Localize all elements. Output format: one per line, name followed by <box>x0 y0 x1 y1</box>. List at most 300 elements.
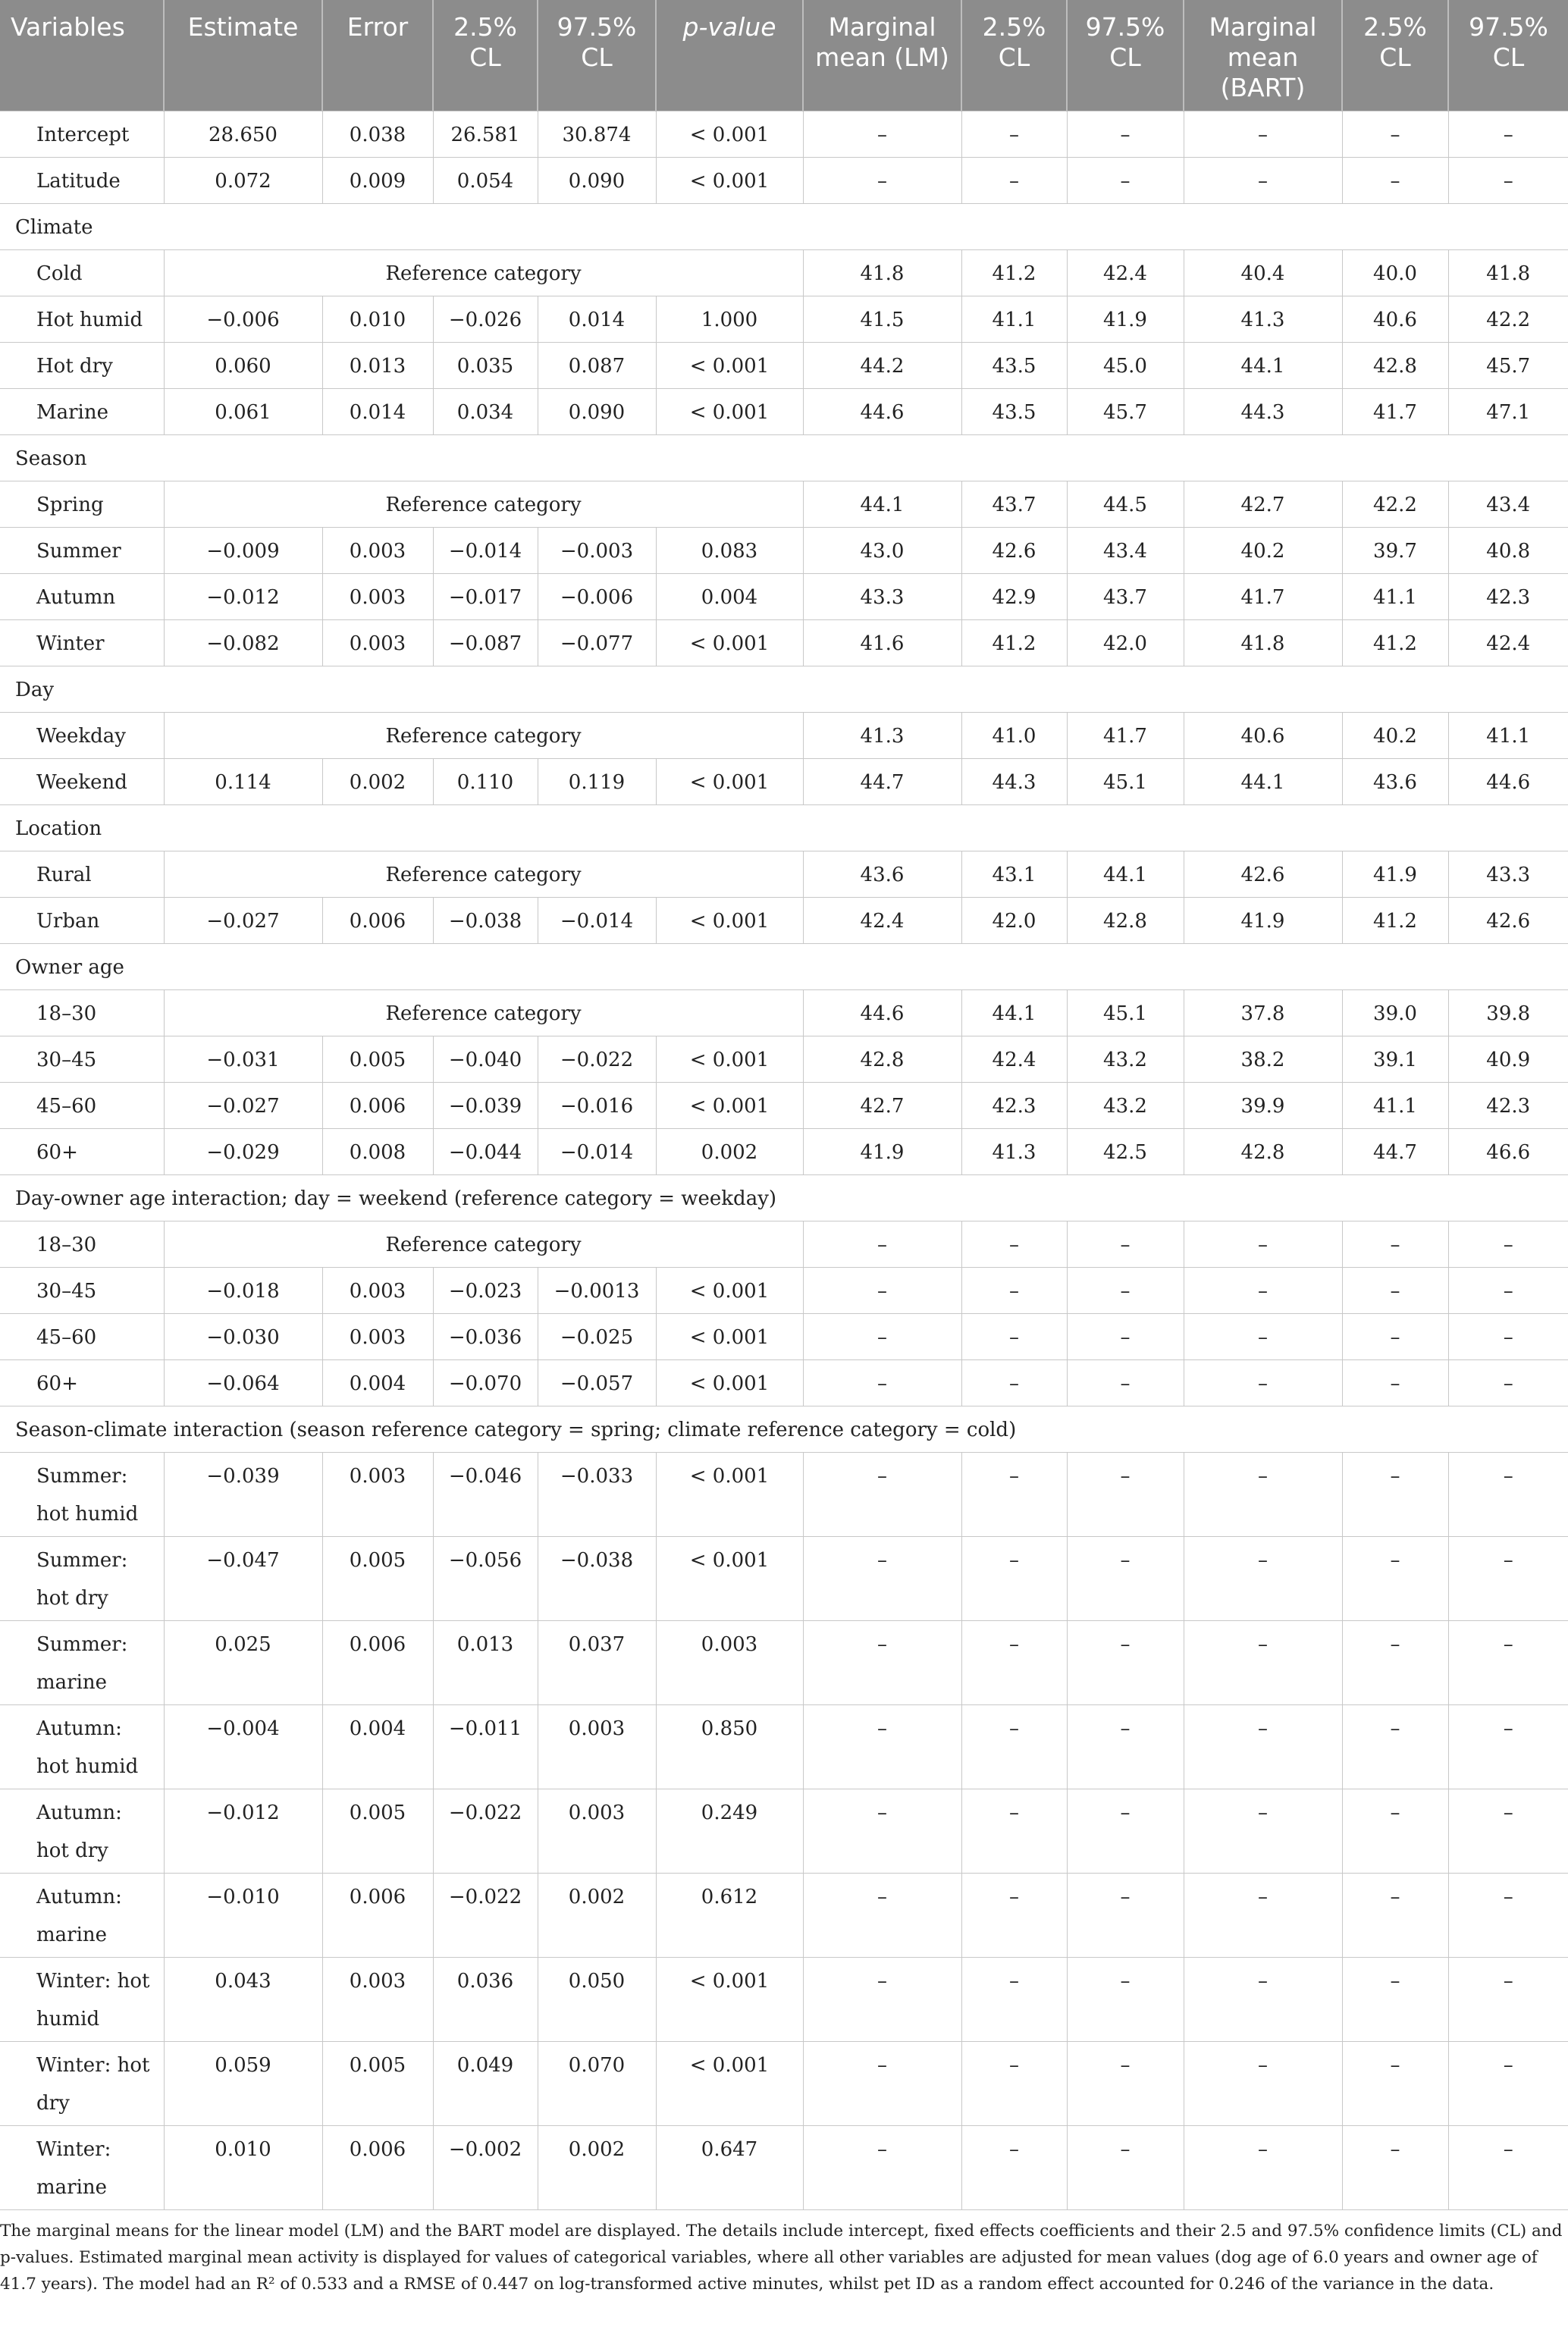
table-cell: – <box>1067 111 1184 158</box>
table-cell: < 0.001 <box>656 2042 803 2126</box>
table-cell: 0.003 <box>538 1705 656 1789</box>
table-cell: 39.0 <box>1342 990 1448 1036</box>
table-cell: 0.087 <box>538 343 656 389</box>
table-cell: 44.1 <box>961 990 1067 1036</box>
table-cell: 0.054 <box>433 158 538 204</box>
table-cell: 41.7 <box>1342 389 1448 435</box>
table-cell: 42.8 <box>1342 343 1448 389</box>
table-cell: 47.1 <box>1448 389 1568 435</box>
table-cell: −0.044 <box>433 1129 538 1175</box>
table-row <box>0 620 1568 666</box>
table-cell: −0.038 <box>433 898 538 944</box>
table-row <box>0 1083 1568 1129</box>
table-cell: 0.014 <box>322 389 433 435</box>
table-cell: < 0.001 <box>656 1083 803 1129</box>
table-row <box>0 1314 1568 1360</box>
table-cell: – <box>961 111 1067 158</box>
table-row <box>0 1268 1568 1314</box>
table-cell: 0.002 <box>538 2126 656 2210</box>
table-cell: – <box>1448 158 1568 204</box>
row-label: 60+ <box>0 1360 164 1406</box>
reference-category: Reference category <box>164 250 803 296</box>
table-cell: – <box>961 2042 1067 2126</box>
table-cell: – <box>803 1314 961 1360</box>
table-cell: 40.6 <box>1184 713 1342 759</box>
column-header: Estimate <box>164 0 322 111</box>
table-cell: −0.027 <box>164 898 322 944</box>
table-cell: – <box>961 1705 1067 1789</box>
table-cell: 44.1 <box>1184 343 1342 389</box>
table-row <box>0 759 1568 805</box>
row-label: 18–30 <box>0 1221 164 1268</box>
table-cell: −0.023 <box>433 1268 538 1314</box>
table-cell: – <box>1184 1268 1342 1314</box>
table-cell: 0.059 <box>164 2042 322 2126</box>
table-cell: – <box>1448 1621 1568 1705</box>
row-label: Hot humid <box>0 296 164 343</box>
table-cell: 41.3 <box>803 713 961 759</box>
row-label: Summer: marine <box>0 1621 164 1705</box>
table-row <box>0 111 1568 158</box>
table-cell: – <box>1342 1268 1448 1314</box>
table-cell: – <box>1184 1705 1342 1789</box>
table-cell: 41.1 <box>1448 713 1568 759</box>
table-cell: −0.087 <box>433 620 538 666</box>
table-cell: 42.8 <box>803 1036 961 1083</box>
table-cell: 0.072 <box>164 158 322 204</box>
column-header: 2.5% CL <box>433 0 538 111</box>
table-cell: 42.4 <box>1067 250 1184 296</box>
row-label: Autumn: hot humid <box>0 1705 164 1789</box>
table-cell: 41.8 <box>1184 620 1342 666</box>
table-cell: – <box>1067 1314 1184 1360</box>
table-cell: – <box>1448 1705 1568 1789</box>
table-cell: −0.036 <box>433 1314 538 1360</box>
table-row <box>0 343 1568 389</box>
table-row <box>0 713 1568 759</box>
table-cell: 40.6 <box>1342 296 1448 343</box>
table-cell: – <box>961 1453 1067 1537</box>
table-row <box>0 990 1568 1036</box>
table-cell: −0.0013 <box>538 1268 656 1314</box>
table-cell: < 0.001 <box>656 1036 803 1083</box>
table-cell: 0.003 <box>322 1958 433 2042</box>
row-label: 60+ <box>0 1129 164 1175</box>
table-cell: 43.3 <box>803 574 961 620</box>
table-cell: – <box>1184 111 1342 158</box>
row-label: Autumn: marine <box>0 1874 164 1958</box>
group-row <box>0 1406 1568 1453</box>
table-cell: 42.4 <box>961 1036 1067 1083</box>
header-row <box>0 0 1568 111</box>
table-cell: 37.8 <box>1184 990 1342 1036</box>
table-cell: – <box>1448 1221 1568 1268</box>
table-cell: 41.1 <box>961 296 1067 343</box>
table-cell: 0.006 <box>322 2126 433 2210</box>
table-cell: – <box>1342 2126 1448 2210</box>
table-cell: 44.5 <box>1067 481 1184 528</box>
table-cell: – <box>1067 1958 1184 2042</box>
table-cell: – <box>1342 1314 1448 1360</box>
table-cell: 0.006 <box>322 1874 433 1958</box>
table-cell: 42.8 <box>1184 1129 1342 1175</box>
table-cell: – <box>1067 1789 1184 1874</box>
table-cell: 41.2 <box>1342 898 1448 944</box>
table-cell: – <box>1067 1705 1184 1789</box>
table-cell: 0.006 <box>322 1621 433 1705</box>
table-cell: 0.002 <box>656 1129 803 1175</box>
table-cell: 40.4 <box>1184 250 1342 296</box>
row-label: Winter: hot dry <box>0 2042 164 2126</box>
table-cell: – <box>1067 1874 1184 1958</box>
table-row <box>0 481 1568 528</box>
table-cell: – <box>961 1268 1067 1314</box>
table-cell: 0.004 <box>656 574 803 620</box>
table-cell: 44.1 <box>803 481 961 528</box>
table-cell: −0.011 <box>433 1705 538 1789</box>
table-cell: −0.033 <box>538 1453 656 1537</box>
table-cell: 0.036 <box>433 1958 538 2042</box>
table-cell: −0.017 <box>433 574 538 620</box>
table-cell: 41.9 <box>1342 851 1448 898</box>
table-cell: – <box>1184 1789 1342 1874</box>
table-cell: – <box>1448 1360 1568 1406</box>
table-cell: 42.6 <box>961 528 1067 574</box>
table-cell: – <box>803 111 961 158</box>
group-row <box>0 1175 1568 1221</box>
table-cell: – <box>803 2126 961 2210</box>
row-label: Marine <box>0 389 164 435</box>
table-cell: 42.6 <box>1448 898 1568 944</box>
table-cell: – <box>1342 1621 1448 1705</box>
column-header: Marginal mean (LM) <box>803 0 961 111</box>
row-label: Winter <box>0 620 164 666</box>
table-cell: 43.5 <box>961 343 1067 389</box>
group-label: Season <box>0 435 1568 481</box>
table-cell: 43.0 <box>803 528 961 574</box>
table-cell: −0.022 <box>538 1036 656 1083</box>
table-cell: 40.0 <box>1342 250 1448 296</box>
table-cell: −0.012 <box>164 574 322 620</box>
table-cell: 43.5 <box>961 389 1067 435</box>
table-cell: – <box>803 1874 961 1958</box>
table-cell: – <box>1342 1221 1448 1268</box>
table-cell: 45.0 <box>1067 343 1184 389</box>
table-cell: 44.6 <box>803 990 961 1036</box>
table-cell: −0.002 <box>433 2126 538 2210</box>
table-cell: 42.9 <box>961 574 1067 620</box>
table-cell: 40.8 <box>1448 528 1568 574</box>
reference-category: Reference category <box>164 1221 803 1268</box>
table-row <box>0 898 1568 944</box>
table-cell: 45.7 <box>1448 343 1568 389</box>
table-cell: 0.005 <box>322 1036 433 1083</box>
table-cell: < 0.001 <box>656 389 803 435</box>
table-cell: 42.4 <box>1448 620 1568 666</box>
table-cell: 0.005 <box>322 2042 433 2126</box>
table-cell: 0.003 <box>656 1621 803 1705</box>
row-label: 45–60 <box>0 1314 164 1360</box>
table-cell: – <box>803 1705 961 1789</box>
column-header: Error <box>322 0 433 111</box>
table-cell: 0.647 <box>656 2126 803 2210</box>
table-cell: 42.7 <box>803 1083 961 1129</box>
table-cell: – <box>1184 1874 1342 1958</box>
row-label: Cold <box>0 250 164 296</box>
table-cell: – <box>1184 2126 1342 2210</box>
reference-category: Reference category <box>164 713 803 759</box>
table-cell: – <box>1067 1537 1184 1621</box>
table-cell: – <box>1067 1221 1184 1268</box>
table-cell: – <box>1448 1958 1568 2042</box>
table-cell: 0.612 <box>656 1874 803 1958</box>
table-cell: 42.8 <box>1067 898 1184 944</box>
table-cell: 42.7 <box>1184 481 1342 528</box>
group-row <box>0 944 1568 990</box>
table-cell: 0.013 <box>322 343 433 389</box>
table-cell: 42.3 <box>961 1083 1067 1129</box>
table-cell: – <box>1342 2042 1448 2126</box>
table-cell: 0.010 <box>322 296 433 343</box>
table-row <box>0 1453 1568 1537</box>
table-cell: −0.018 <box>164 1268 322 1314</box>
table-cell: 43.4 <box>1448 481 1568 528</box>
table-cell: 28.650 <box>164 111 322 158</box>
table-cell: 40.9 <box>1448 1036 1568 1083</box>
table-row <box>0 2042 1568 2126</box>
table-cell: < 0.001 <box>656 1958 803 2042</box>
table-cell: 0.009 <box>322 158 433 204</box>
table-cell: 44.2 <box>803 343 961 389</box>
table-cell: 39.8 <box>1448 990 1568 1036</box>
table-cell: 42.2 <box>1448 296 1568 343</box>
table-cell: 0.010 <box>164 2126 322 2210</box>
group-label: Season-climate interaction (season reference category = spring; climate reference category = cold) <box>0 1406 1568 1453</box>
reference-category: Reference category <box>164 851 803 898</box>
table-cell: −0.027 <box>164 1083 322 1129</box>
table-cell: 41.5 <box>803 296 961 343</box>
table-cell: 0.070 <box>538 2042 656 2126</box>
table-cell: 43.6 <box>1342 759 1448 805</box>
table-cell: 0.090 <box>538 158 656 204</box>
table-cell: 39.9 <box>1184 1083 1342 1129</box>
reference-category: Reference category <box>164 481 803 528</box>
table-cell: −0.025 <box>538 1314 656 1360</box>
table-cell: < 0.001 <box>656 343 803 389</box>
table-cell: < 0.001 <box>656 620 803 666</box>
reference-category: Reference category <box>164 990 803 1036</box>
table-cell: – <box>803 1360 961 1406</box>
row-label: Summer <box>0 528 164 574</box>
row-label: Autumn <box>0 574 164 620</box>
table-cell: – <box>961 1221 1067 1268</box>
column-header: 2.5% CL <box>1342 0 1448 111</box>
table-cell: 0.035 <box>433 343 538 389</box>
table-row <box>0 528 1568 574</box>
table-cell: – <box>803 1453 961 1537</box>
column-header: 97.5% CL <box>1448 0 1568 111</box>
table-cell: 0.005 <box>322 1537 433 1621</box>
table-cell: 42.0 <box>1067 620 1184 666</box>
table-row <box>0 1360 1568 1406</box>
table-cell: 41.6 <box>803 620 961 666</box>
table-cell: 43.4 <box>1067 528 1184 574</box>
table-cell: −0.012 <box>164 1789 322 1874</box>
table-cell: – <box>1448 2126 1568 2210</box>
table-cell: −0.064 <box>164 1360 322 1406</box>
table-cell: 42.0 <box>961 898 1067 944</box>
table-cell: 0.050 <box>538 1958 656 2042</box>
table-cell: 41.9 <box>1184 898 1342 944</box>
table-cell: 0.003 <box>322 574 433 620</box>
table-cell: −0.077 <box>538 620 656 666</box>
table-cell: 0.060 <box>164 343 322 389</box>
table-cell: 0.037 <box>538 1621 656 1705</box>
row-label: 45–60 <box>0 1083 164 1129</box>
table-cell: 0.005 <box>322 1789 433 1874</box>
table-cell: – <box>961 1314 1067 1360</box>
table-cell: 44.7 <box>803 759 961 805</box>
row-label: Rural <box>0 851 164 898</box>
table-body <box>0 111 1568 2210</box>
group-label: Location <box>0 805 1568 851</box>
table-row <box>0 158 1568 204</box>
table-cell: 41.7 <box>1184 574 1342 620</box>
row-label: Winter: marine <box>0 2126 164 2210</box>
table-cell: 0.006 <box>322 898 433 944</box>
table-footnote <box>0 2210 1568 2297</box>
table-row <box>0 389 1568 435</box>
table-cell: < 0.001 <box>656 1314 803 1360</box>
table-cell: −0.022 <box>433 1789 538 1874</box>
table-cell: – <box>803 1789 961 1874</box>
table-cell: < 0.001 <box>656 759 803 805</box>
table-cell: 40.2 <box>1342 713 1448 759</box>
table-row <box>0 2126 1568 2210</box>
table-cell: 0.038 <box>322 111 433 158</box>
table-cell: – <box>961 158 1067 204</box>
table-cell: – <box>1342 1537 1448 1621</box>
footnote-line-3: 41.7 years). The model had an R² of 0.533 and a RMSE of 0.447 on log-transformed active minutes, whilst pet ID as a random effect accounted for 0.246 of the variance in the data. <box>0 2275 1494 2294</box>
table-cell: 38.2 <box>1184 1036 1342 1083</box>
table-cell: – <box>961 1958 1067 2042</box>
table-cell: −0.040 <box>433 1036 538 1083</box>
table-cell: – <box>1184 1221 1342 1268</box>
table-cell: 0.014 <box>538 296 656 343</box>
table-cell: 30.874 <box>538 111 656 158</box>
table-cell: 0.025 <box>164 1621 322 1705</box>
table-cell: 0.013 <box>433 1621 538 1705</box>
table-row <box>0 1537 1568 1621</box>
table-cell: −0.030 <box>164 1314 322 1360</box>
table-cell: 42.6 <box>1184 851 1342 898</box>
table-cell: – <box>1342 111 1448 158</box>
column-header: 2.5% CL <box>961 0 1067 111</box>
table-cell: 0.003 <box>538 1789 656 1874</box>
table-cell: −0.026 <box>433 296 538 343</box>
table-header <box>0 0 1568 111</box>
table-cell: −0.022 <box>433 1874 538 1958</box>
table-cell: 41.8 <box>1448 250 1568 296</box>
footnote-line-1: The marginal means for the linear model (LM) and the BART model are displayed. The details include intercept, fixed effects coefficients and their 2.5 and 97.5% confidence limits (CL) and <box>0 2222 1563 2241</box>
table-cell: – <box>803 1221 961 1268</box>
group-label: Climate <box>0 204 1568 250</box>
table-cell: – <box>1184 1958 1342 2042</box>
table-cell: 0.119 <box>538 759 656 805</box>
table-cell: – <box>1448 1268 1568 1314</box>
table-cell: 0.002 <box>538 1874 656 1958</box>
table-cell: – <box>1184 2042 1342 2126</box>
table-row <box>0 1621 1568 1705</box>
table-cell: 41.7 <box>1067 713 1184 759</box>
table-cell: – <box>1184 1453 1342 1537</box>
table-cell: – <box>803 1537 961 1621</box>
table-cell: 44.6 <box>1448 759 1568 805</box>
table-cell: 44.6 <box>803 389 961 435</box>
table-cell: −0.082 <box>164 620 322 666</box>
table-cell: – <box>1448 1789 1568 1874</box>
table-row <box>0 296 1568 343</box>
table-row <box>0 1789 1568 1874</box>
table-row <box>0 1705 1568 1789</box>
table-cell: 0.110 <box>433 759 538 805</box>
table-cell: 0.049 <box>433 2042 538 2126</box>
table-cell: 43.7 <box>961 481 1067 528</box>
table-cell: 0.003 <box>322 620 433 666</box>
table-cell: < 0.001 <box>656 898 803 944</box>
table-cell: < 0.001 <box>656 1537 803 1621</box>
table-cell: −0.029 <box>164 1129 322 1175</box>
table-cell: 0.090 <box>538 389 656 435</box>
table-cell: 43.1 <box>961 851 1067 898</box>
table-cell: −0.039 <box>164 1453 322 1537</box>
table-cell: 44.3 <box>961 759 1067 805</box>
table-cell: −0.014 <box>538 898 656 944</box>
table-cell: 0.004 <box>322 1360 433 1406</box>
table-cell: – <box>1342 1789 1448 1874</box>
table-cell: 41.9 <box>1067 296 1184 343</box>
table-cell: −0.003 <box>538 528 656 574</box>
table-cell: 44.7 <box>1342 1129 1448 1175</box>
table-cell: 0.002 <box>322 759 433 805</box>
table-cell: 0.003 <box>322 1314 433 1360</box>
table-cell: 46.6 <box>1448 1129 1568 1175</box>
table-cell: 41.3 <box>961 1129 1067 1175</box>
table-cell: −0.014 <box>433 528 538 574</box>
table-cell: – <box>803 158 961 204</box>
table-cell: 0.006 <box>322 1083 433 1129</box>
table-cell: 0.003 <box>322 1268 433 1314</box>
table-cell: 0.034 <box>433 389 538 435</box>
table-cell: – <box>1184 1537 1342 1621</box>
table-cell: – <box>803 1621 961 1705</box>
table-cell: −0.039 <box>433 1083 538 1129</box>
table-cell: – <box>1448 1874 1568 1958</box>
table-cell: – <box>961 1789 1067 1874</box>
table-cell: −0.070 <box>433 1360 538 1406</box>
table-cell: 41.1 <box>1342 574 1448 620</box>
table-cell: 41.1 <box>1342 1083 1448 1129</box>
table-cell: 1.000 <box>656 296 803 343</box>
table-cell: −0.014 <box>538 1129 656 1175</box>
table-cell: 41.0 <box>961 713 1067 759</box>
table-cell: – <box>1184 1621 1342 1705</box>
table-cell: 41.2 <box>961 250 1067 296</box>
column-header: 97.5% CL <box>1067 0 1184 111</box>
table-cell: −0.006 <box>164 296 322 343</box>
table-cell: – <box>1342 1453 1448 1537</box>
table-cell: 0.114 <box>164 759 322 805</box>
